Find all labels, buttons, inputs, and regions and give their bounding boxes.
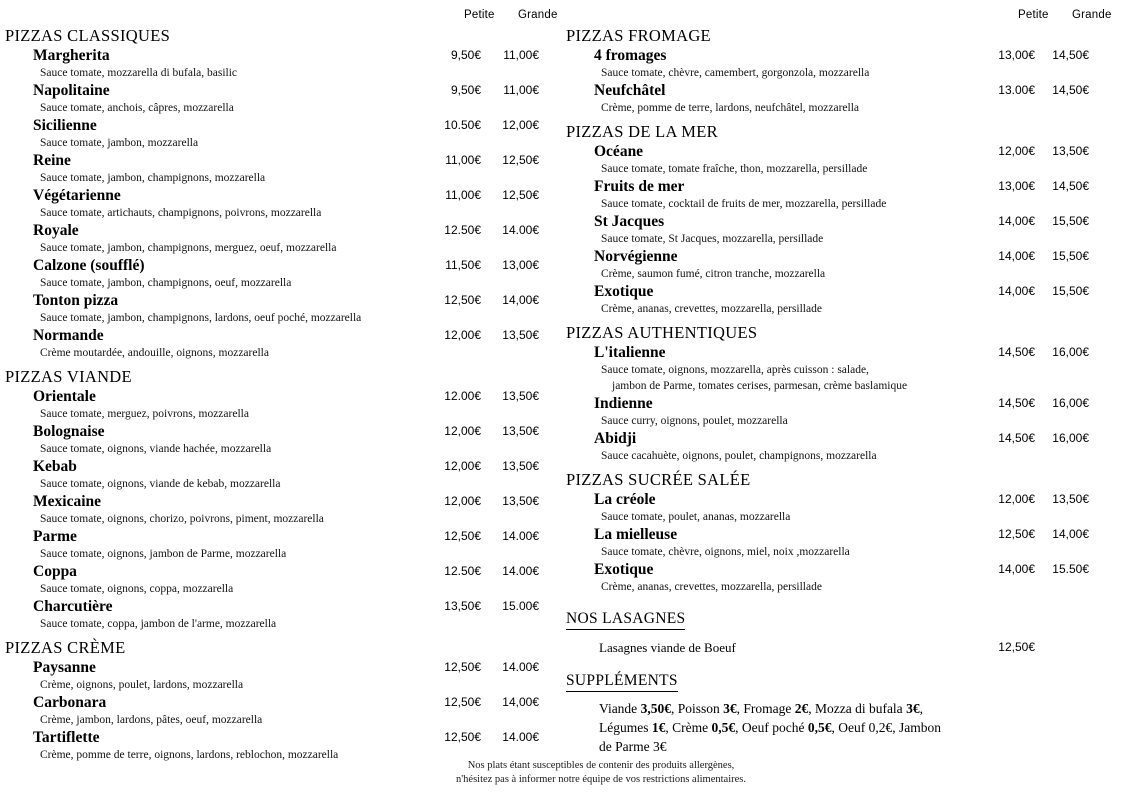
menu-item-name: Sicilienne bbox=[33, 117, 97, 134]
menu-item-price-grande: 14.00€ bbox=[502, 564, 539, 578]
lasagnes-heading-wrap bbox=[566, 609, 1116, 630]
lasagnes-title: NOS LASAGNES bbox=[566, 609, 685, 630]
menu-item-price-grande: 15.50€ bbox=[1052, 562, 1089, 576]
menu-item-description: Sauce tomate, jambon, champignons, lardons, oeuf poché, mozzarella bbox=[40, 312, 362, 324]
menu-item[interactable] bbox=[5, 151, 555, 186]
menu-item-name: Végétarienne bbox=[33, 187, 121, 204]
menu-item[interactable] bbox=[566, 81, 1116, 116]
lasagnes-item-price: 12,50€ bbox=[998, 640, 1035, 654]
menu-item-price-grande: 16,00€ bbox=[1052, 345, 1089, 359]
menu-item[interactable] bbox=[566, 247, 1116, 282]
menu-item-price-grande: 13,50€ bbox=[1052, 144, 1089, 158]
menu-item[interactable] bbox=[566, 212, 1116, 247]
supplement-text: 0,2€ bbox=[868, 720, 893, 735]
section-heading-row bbox=[566, 470, 1116, 490]
menu-item[interactable] bbox=[5, 492, 555, 527]
menu-section bbox=[5, 638, 555, 763]
menu-item-price-petite: 13,00€ bbox=[998, 48, 1035, 62]
supplement-price: 3€ bbox=[906, 701, 920, 716]
menu-item-name: Kebab bbox=[33, 458, 77, 475]
price-header-grande: Grande bbox=[518, 9, 558, 21]
menu-item-description: Sauce tomate, merguez, poivrons, mozzarella bbox=[40, 408, 249, 420]
menu-item-price-grande: 13,00€ bbox=[502, 258, 539, 272]
menu-item-price-grande: 13,50€ bbox=[502, 494, 539, 508]
allergen-notice bbox=[0, 759, 1122, 787]
menu-item-price-petite: 12,00€ bbox=[444, 424, 481, 438]
menu-item-price-grande: 14,00€ bbox=[502, 695, 539, 709]
supplement-price: 3,50€ bbox=[640, 701, 671, 716]
menu-item[interactable] bbox=[5, 693, 555, 728]
menu-item[interactable] bbox=[5, 326, 555, 361]
menu-item-price-petite: 14,00€ bbox=[998, 562, 1035, 576]
menu-item-name: Parme bbox=[33, 528, 77, 545]
menu-column-left bbox=[0, 8, 561, 793]
supplement-text: , Fromage bbox=[736, 701, 795, 716]
menu-item-name: Indienne bbox=[594, 395, 653, 412]
menu-item[interactable] bbox=[566, 394, 1116, 429]
menu-item-price-petite: 14,50€ bbox=[998, 345, 1035, 359]
menu-item-price-grande: 16,00€ bbox=[1052, 396, 1089, 410]
menu-item-price-grande: 12,00€ bbox=[502, 118, 539, 132]
menu-item-name: Margherita bbox=[33, 47, 110, 64]
supplement-line bbox=[599, 718, 1116, 737]
menu-item[interactable] bbox=[5, 186, 555, 221]
section-title: PIZZAS VIANDE bbox=[5, 367, 132, 386]
menu-item-description: Sauce tomate, chèvre, camembert, gorgonzola, mozzarella bbox=[601, 67, 870, 79]
menu-item-name: Paysanne bbox=[33, 659, 96, 676]
menu-item-description: Sauce tomate, coppa, jambon de l'arme, mozzarella bbox=[40, 618, 277, 630]
menu-item[interactable] bbox=[566, 490, 1116, 525]
menu-item-name: L'italienne bbox=[594, 344, 666, 361]
menu-item-price-grande: 14.00€ bbox=[502, 660, 539, 674]
menu-item-description: Sauce tomate, tomate fraîche, thon, mozzarella, persillade bbox=[601, 163, 868, 175]
menu-item-name: Norvégienne bbox=[594, 248, 678, 265]
menu-item[interactable] bbox=[566, 343, 1116, 394]
menu-item-name: St Jacques bbox=[594, 213, 665, 230]
menu-item-price-grande: 15.00€ bbox=[502, 599, 539, 613]
menu-item-description: Crème, oignons, poulet, lardons, mozzarella bbox=[40, 679, 244, 691]
supplement-text: 3€ bbox=[652, 739, 667, 754]
menu-item[interactable] bbox=[566, 282, 1116, 317]
menu-item[interactable] bbox=[5, 457, 555, 492]
allergen-notice-line-2: n'hésitez pas à informer notre équipe de vos restrictions alimentaires. bbox=[456, 774, 746, 785]
menu-item[interactable] bbox=[5, 46, 555, 81]
menu-item[interactable] bbox=[5, 658, 555, 693]
menu-item-description: Sauce tomate, jambon, champignons, merguez, oeuf, mozzarella bbox=[40, 242, 337, 254]
price-header-petite: Petite bbox=[1018, 9, 1049, 21]
menu-item-name: Carbonara bbox=[33, 694, 107, 711]
menu-item-price-petite: 11,50€ bbox=[445, 258, 481, 272]
section-heading-row bbox=[566, 26, 1116, 46]
menu-item[interactable] bbox=[5, 291, 555, 326]
menu-item-description: Sauce tomate, anchois, câpres, mozzarella bbox=[40, 102, 234, 114]
menu-item-price-petite: 12,50€ bbox=[444, 695, 481, 709]
menu-section bbox=[5, 26, 555, 361]
menu-item-name: Coppa bbox=[33, 563, 77, 580]
supplement-text: Légumes bbox=[599, 720, 652, 735]
menu-item-price-grande: 11,00€ bbox=[503, 83, 539, 97]
menu-item-price-petite: 13.00€ bbox=[998, 83, 1035, 97]
menu-item[interactable] bbox=[566, 525, 1116, 560]
section-title: PIZZAS SUCRÉE SALÉE bbox=[566, 470, 751, 489]
supplements-title: SUPPLÉMENTS bbox=[566, 671, 678, 692]
lasagnes-block bbox=[566, 609, 1116, 657]
menu-column-right bbox=[561, 8, 1122, 793]
menu-item-price-petite: 13,50€ bbox=[444, 599, 481, 613]
supplement-text: , Poisson bbox=[670, 701, 724, 716]
price-header-right bbox=[566, 8, 1116, 25]
menu-item-price-petite: 12,50€ bbox=[998, 527, 1035, 541]
menu-item[interactable] bbox=[566, 46, 1116, 81]
menu-item-name: La créole bbox=[594, 491, 656, 508]
menu-item-name: Normande bbox=[33, 327, 104, 344]
menu-item[interactable] bbox=[5, 256, 555, 291]
menu-item-price-grande: 15,50€ bbox=[1052, 249, 1089, 263]
menu-item-price-grande: 14,50€ bbox=[1052, 83, 1089, 97]
menu-item-description: Sauce tomate, jambon, mozzarella bbox=[40, 137, 199, 149]
supplement-text: de Parme bbox=[599, 739, 653, 754]
menu-item-description: Crème, jambon, lardons, pâtes, oeuf, mozzarella bbox=[40, 714, 263, 726]
menu-sections-left bbox=[5, 26, 555, 763]
menu-item-name: Reine bbox=[33, 152, 71, 169]
section-heading-row bbox=[5, 367, 555, 387]
menu-item-price-grande: 14,50€ bbox=[1052, 179, 1089, 193]
menu-item-price-petite: 13,00€ bbox=[998, 179, 1035, 193]
supplement-text: , Jambon bbox=[892, 720, 941, 735]
menu-item-price-petite: 14,50€ bbox=[998, 396, 1035, 410]
menu-item-price-grande: 15,50€ bbox=[1052, 284, 1089, 298]
menu-item-price-petite: 12.00€ bbox=[444, 389, 481, 403]
supplements-lines bbox=[566, 699, 1116, 756]
menu-item-description: Crème, pomme de terre, oignons, lardons, reblochon, mozzarella bbox=[40, 749, 339, 761]
menu-item[interactable] bbox=[566, 429, 1116, 464]
lasagnes-item-name: Lasagnes viande de Boeuf bbox=[599, 640, 736, 655]
price-header-grande: Grande bbox=[1072, 9, 1112, 21]
menu-item-name: Tartiflette bbox=[33, 729, 100, 746]
menu-item-description: Sauce tomate, cocktail de fruits de mer, mozzarella, persillade bbox=[601, 198, 887, 210]
menu-item-price-petite: 10.50€ bbox=[444, 118, 481, 132]
menu-item[interactable] bbox=[5, 527, 555, 562]
menu-item-price-petite: 14,00€ bbox=[998, 284, 1035, 298]
menu-item-price-grande: 14,00€ bbox=[502, 293, 539, 307]
menu-item[interactable] bbox=[5, 597, 555, 632]
supplement-line bbox=[599, 699, 1116, 718]
menu-section bbox=[566, 323, 1116, 464]
menu-item-price-grande: 14,00€ bbox=[1052, 527, 1089, 541]
supplement-text: , bbox=[919, 701, 923, 716]
menu-item-description: Sauce tomate, jambon, champignons, oeuf, mozzarella bbox=[40, 277, 292, 289]
menu-item-name: Royale bbox=[33, 222, 79, 239]
price-header-left bbox=[5, 8, 558, 25]
menu-item-price-petite: 12.50€ bbox=[444, 223, 481, 237]
menu-item[interactable] bbox=[5, 728, 555, 763]
supplement-text: , Crème bbox=[665, 720, 712, 735]
menu-section bbox=[566, 470, 1116, 595]
menu-item[interactable] bbox=[5, 221, 555, 256]
menu-item[interactable] bbox=[5, 422, 555, 457]
menu-item-name: Tonton pizza bbox=[33, 292, 119, 309]
menu-item-price-petite: 12,00€ bbox=[998, 144, 1035, 158]
section-heading-row bbox=[566, 122, 1116, 142]
menu-item-description: Sauce curry, oignons, poulet, mozzarella bbox=[601, 415, 788, 427]
menu-item-description-cont: jambon de Parme, tomates cerises, parmesan, crème baslamique bbox=[612, 380, 908, 392]
menu-item-price-grande: 14.00€ bbox=[502, 529, 539, 543]
menu-item-price-petite: 12,00€ bbox=[998, 492, 1035, 506]
menu-item-price-petite: 14,00€ bbox=[998, 249, 1035, 263]
menu-item-description: Sauce tomate, mozzarella di bufala, basilic bbox=[40, 67, 238, 79]
supplement-text: Viande bbox=[599, 701, 641, 716]
menu-item-price-petite: 12,00€ bbox=[444, 494, 481, 508]
menu-item-price-grande: 13,50€ bbox=[502, 328, 539, 342]
menu-item-name: Mexicaine bbox=[33, 493, 102, 510]
menu-item-name: La mielleuse bbox=[594, 526, 678, 543]
menu-item-description: Crème, ananas, crevettes, mozzarella, persillade bbox=[601, 581, 822, 593]
section-heading-row bbox=[5, 638, 555, 658]
menu-item-name: 4 fromages bbox=[594, 47, 667, 64]
menu-item-description: Crème, saumon fumé, citron tranche, mozzarella bbox=[601, 268, 826, 280]
section-title: PIZZAS FROMAGE bbox=[566, 26, 711, 45]
section-title: PIZZAS CLASSIQUES bbox=[5, 26, 171, 45]
menu-item-description: Crème, pomme de terre, lardons, neufchâtel, mozzarella bbox=[601, 102, 859, 114]
supplements-block bbox=[566, 671, 1116, 756]
price-header-petite: Petite bbox=[464, 9, 495, 21]
menu-item-description: Sauce tomate, oignons, coppa, mozzarella bbox=[40, 583, 234, 595]
menu-item-price-petite: 12,00€ bbox=[444, 328, 481, 342]
menu-item-name: Exotique bbox=[594, 283, 654, 300]
menu-item-price-grande: 16,00€ bbox=[1052, 431, 1089, 445]
menu-item-description: Sauce tomate, artichauts, champignons, poivrons, mozzarella bbox=[40, 207, 322, 219]
menu-item-name: Charcutière bbox=[33, 598, 113, 615]
section-heading-row bbox=[5, 26, 555, 46]
menu-item-price-petite: 12,50€ bbox=[444, 529, 481, 543]
menu-item-name: Neufchâtel bbox=[594, 82, 666, 99]
section-title: PIZZAS CRÈME bbox=[5, 638, 126, 657]
menu-item-name: Abidji bbox=[594, 430, 637, 447]
menu-item-description: Sauce tomate, chèvre, oignons, miel, noix ,mozzarella bbox=[601, 546, 850, 558]
allergen-notice-line-1: Nos plats étant susceptibles de contenir des produits allergènes, bbox=[467, 760, 735, 771]
menu-item-price-grande: 15,50€ bbox=[1052, 214, 1089, 228]
menu-item-description: Sauce tomate, poulet, ananas, mozzarella bbox=[601, 511, 791, 523]
menu-item-price-petite: 12.50€ bbox=[444, 564, 481, 578]
menu-item-price-grande: 13,50€ bbox=[502, 424, 539, 438]
menu-item-name: Calzone (soufflé) bbox=[33, 257, 145, 274]
menu-item-name: Orientale bbox=[33, 388, 96, 405]
menu-section bbox=[5, 367, 555, 632]
supplement-price: 0,5€ bbox=[711, 720, 736, 735]
menu-item-price-petite: 12,50€ bbox=[444, 730, 481, 744]
menu-item-price-petite: 14,00€ bbox=[998, 214, 1035, 228]
supplements-heading-wrap bbox=[566, 671, 1116, 692]
supplement-price: 2€ bbox=[794, 701, 809, 716]
menu-item-description: Sauce cacahuète, oignons, poulet, champignons, mozzarella bbox=[601, 450, 877, 462]
lasagnes-row[interactable] bbox=[566, 639, 1116, 657]
menu-item-description: Sauce tomate, oignons, mozzarella, après cuisson : salade, bbox=[601, 364, 869, 376]
section-heading-row bbox=[566, 323, 1116, 343]
menu-item-name: Exotique bbox=[594, 561, 654, 578]
menu-item-description: Sauce tomate, oignons, chorizo, poivrons, piment, mozzarella bbox=[40, 513, 324, 525]
menu-item-price-grande: 13,50€ bbox=[502, 389, 539, 403]
menu-item[interactable] bbox=[566, 177, 1116, 212]
section-title: PIZZAS AUTHENTIQUES bbox=[566, 323, 758, 342]
menu-item-price-grande: 14.00€ bbox=[502, 223, 539, 237]
menu-section bbox=[566, 26, 1116, 116]
menu-item[interactable] bbox=[5, 387, 555, 422]
menu-item-price-petite: 11,00€ bbox=[445, 188, 481, 202]
menu-item-description: Crème moutardée, andouille, oignons, mozzarella bbox=[40, 347, 269, 359]
menu-item-price-grande: 12,50€ bbox=[502, 188, 539, 202]
menu-item-price-grande: 13,50€ bbox=[1052, 492, 1089, 506]
menu-item-price-petite: 12,50€ bbox=[444, 293, 481, 307]
menu-item[interactable] bbox=[566, 560, 1116, 595]
menu-item-price-grande: 12,50€ bbox=[502, 153, 539, 167]
menu-item[interactable] bbox=[5, 116, 555, 151]
menu-item-name: Océane bbox=[594, 143, 644, 160]
menu-item-description: Sauce tomate, oignons, viande de kebab, mozzarella bbox=[40, 478, 281, 490]
section-title: PIZZAS DE LA MER bbox=[566, 122, 718, 141]
menu-item-description: Sauce tomate, St Jacques, mozzarella, persillade bbox=[601, 233, 824, 245]
menu-item-name: Bolognaise bbox=[33, 423, 105, 440]
supplement-text: , Oeuf bbox=[831, 720, 869, 735]
menu-item-price-petite: 9,50€ bbox=[450, 83, 481, 97]
menu-sections-right bbox=[566, 26, 1116, 595]
menu-item-price-petite: 14,50€ bbox=[998, 431, 1035, 445]
supplement-text: , Oeuf poché bbox=[735, 720, 808, 735]
menu-item-name: Napolitaine bbox=[33, 82, 110, 99]
menu-item-price-grande: 14,50€ bbox=[1052, 48, 1089, 62]
menu-item-price-petite: 9,50€ bbox=[450, 48, 481, 62]
menu-item-price-grande: 13,50€ bbox=[502, 459, 539, 473]
menu-item-description: Sauce tomate, jambon, champignons, mozzarella bbox=[40, 172, 266, 184]
menu-item-price-petite: 12,00€ bbox=[444, 459, 481, 473]
menu-item-name: Fruits de mer bbox=[594, 178, 685, 195]
menu-item[interactable] bbox=[566, 142, 1116, 177]
menu-item-price-grande: 11,00€ bbox=[503, 48, 539, 62]
supplement-price: 3€ bbox=[723, 701, 737, 716]
menu-item[interactable] bbox=[5, 562, 555, 597]
supplement-text: , Mozza di bufala bbox=[808, 701, 907, 716]
menu-section bbox=[566, 122, 1116, 317]
menu-item-description: Sauce tomate, oignons, viande hachée, mozzarella bbox=[40, 443, 272, 455]
supplement-price: 1€ bbox=[651, 720, 666, 735]
supplement-line bbox=[599, 737, 1116, 756]
menu-item-price-petite: 12,50€ bbox=[444, 660, 481, 674]
menu-item-description: Sauce tomate, oignons, jambon de Parme, mozzarella bbox=[40, 548, 287, 560]
supplement-price: 0,5€ bbox=[807, 720, 832, 735]
menu-item-description: Crème, ananas, crevettes, mozzarella, persillade bbox=[601, 303, 822, 315]
menu-item[interactable] bbox=[5, 81, 555, 116]
menu-item-price-petite: 11,00€ bbox=[445, 153, 481, 167]
menu-item-price-grande: 14.00€ bbox=[502, 730, 539, 744]
